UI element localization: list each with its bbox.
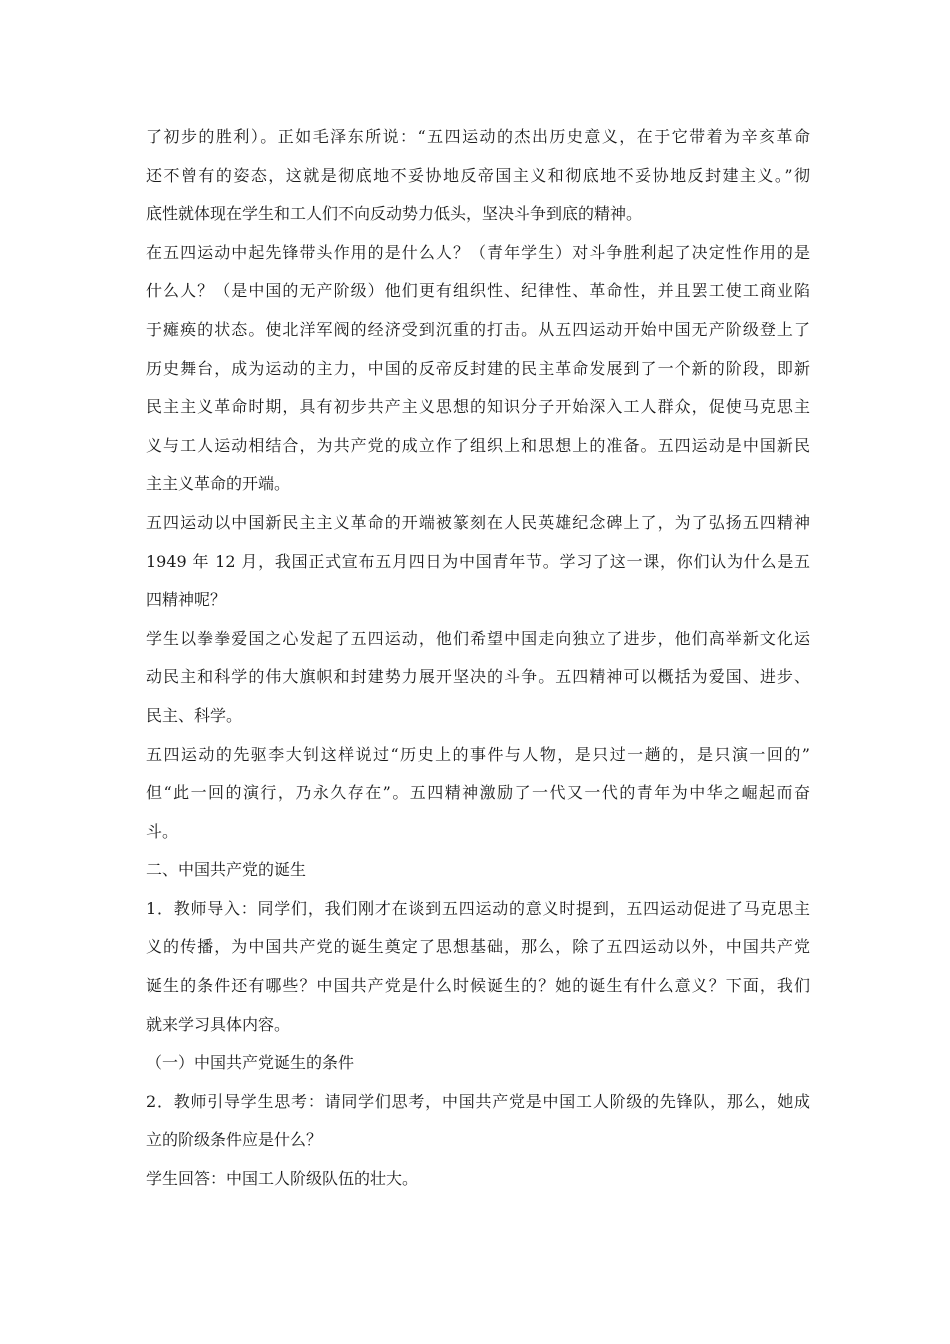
text-line: 于瘫痪的状态。使北洋军阀的经济受到沉重的打击。从五四运动开始中国无产阶级登上了: [146, 319, 810, 339]
text-line: 在五四运动中起先锋带头作用的是什么人？（青年学生）对斗争胜利起了决定性作用的是: [146, 242, 810, 262]
text-line: 学生回答：中国工人阶级队伍的壮大。: [146, 1169, 419, 1189]
text-line: 了初步的胜利）。正如毛泽东所说：“五四运动的杰出历史意义，在于它带着为辛亥革命: [146, 127, 810, 146]
text-line: 历史舞台，成为运动的主力，中国的反帝反封建的民主革命发展到了一个新的阶段，即新: [146, 358, 810, 378]
text-line: 五四运动的先驱李大钊这样说过“历史上的事件与人物，是只过一趟的，是只演一回的”: [146, 744, 810, 764]
text-line: 五四运动以中国新民主主义革命的开端被篆刻在人民英雄纪念碑上了，为了弘扬五四精神: [146, 512, 810, 532]
text-line: 但“此一回的演行，乃永久存在”。五四精神激励了一代又一代的青年为中华之崛起而奋: [146, 783, 810, 803]
text-line: 四精神呢？: [146, 590, 227, 610]
text-line: 2．教师引导学生思考：请同学们思考，中国共产党是中国工人阶级的先锋队，那么，她成: [146, 1091, 810, 1111]
text-line: 还不曾有的姿态，这就是彻底地不妥协地反帝国主义和彻底地不妥协地反封建主义。”彻: [146, 165, 810, 185]
text-line: 学生以拳拳爱国之心发起了五四运动，他们希望中国走向独立了进步，他们高举新文化运: [146, 628, 810, 648]
text-line: 1949 年 12 月，我国正式宣布五月四日为中国青年节。学习了这一课，你们认为什么是五: [146, 551, 810, 571]
text-line: 斗。: [146, 821, 179, 841]
document-body: [146, 118, 810, 1199]
text-line: 动民主和科学的伟大旗帜和封建势力展开坚决的斗争。五四精神可以概括为爱国、进步、: [146, 667, 810, 687]
text-line: 立的阶级条件应是什么？: [146, 1130, 323, 1150]
text-line: 主主义革命的开端。: [146, 474, 291, 494]
text-line: 义与工人运动相结合，为共产党的成立作了组织上和思想上的准备。五四运动是中国新民: [146, 435, 810, 455]
text-line: 什么人？（是中国的无产阶级）他们更有组织性、纪律性、革命性，并且罢工使工商业陷: [146, 281, 810, 301]
text-line: 诞生的条件还有哪些？中国共产党是什么时候诞生的？她的诞生有什么意义？下面，我们: [146, 976, 810, 996]
text-line: （一）中国共产党诞生的条件: [146, 1053, 355, 1073]
text-line: 义的传播，为中国共产党的诞生奠定了思想基础，那么，除了五四运动以外，中国共产党: [146, 937, 810, 957]
text-line: 1．教师导入：同学们，我们刚才在谈到五四运动的意义时提到，五四运动促进了马克思主: [146, 898, 810, 918]
text-line: 底性就体现在学生和工人们不向反动势力低头，坚决斗争到底的精神。: [146, 204, 643, 224]
text-line: 民主主义革命时期，具有初步共产主义思想的知识分子开始深入工人群众，促使马克思主: [146, 397, 810, 417]
text-line: 二、中国共产党的诞生: [146, 860, 307, 880]
text-line: 民主、科学。: [146, 705, 243, 725]
text-line: 就来学习具体内容。: [146, 1014, 291, 1034]
